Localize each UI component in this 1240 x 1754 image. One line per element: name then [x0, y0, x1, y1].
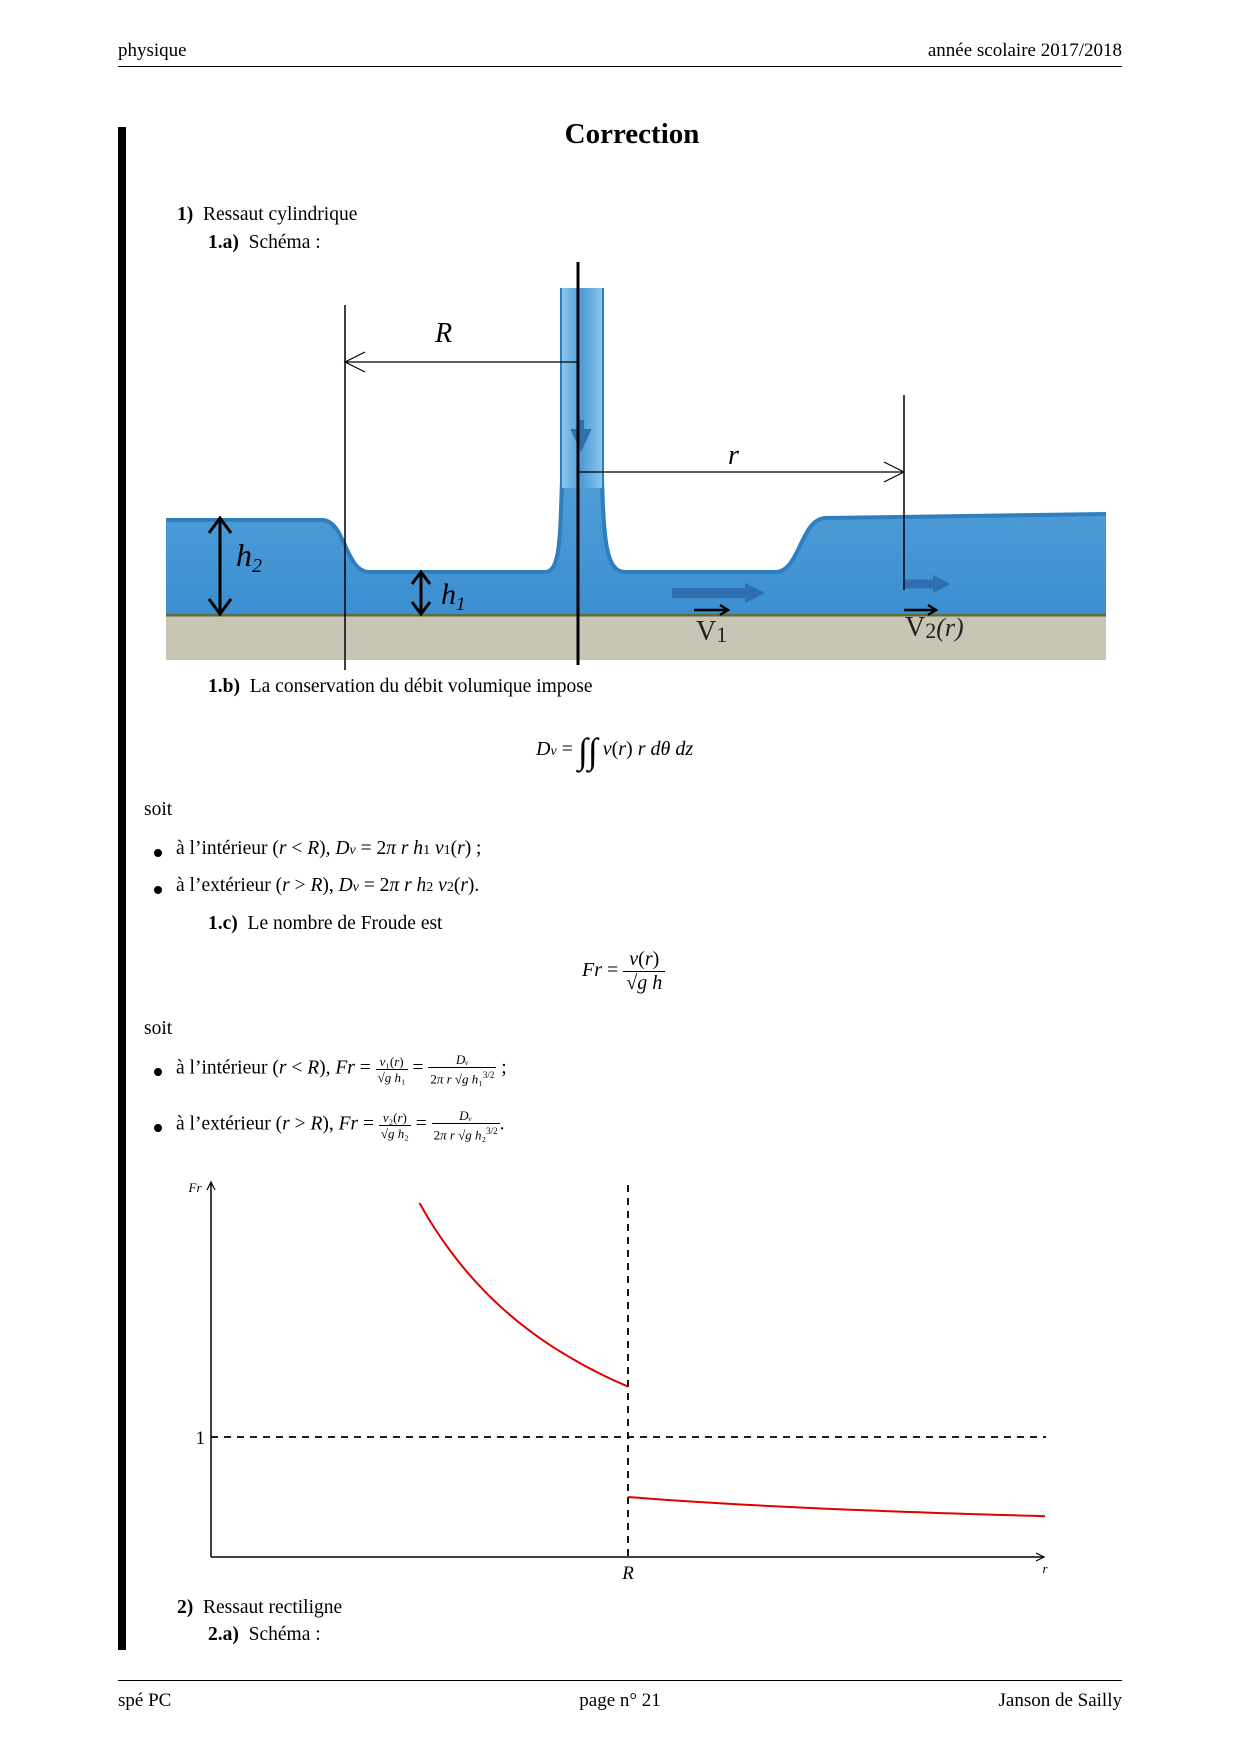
bullet-1-text: à l’intérieur (r < R), Dv = 2π r h1 v1(r) ; [176, 838, 482, 859]
section-1c-number: 1.c) [208, 913, 238, 934]
equation-flow-rate: Dv = ∫∫ v(r) r dθ dz [536, 731, 694, 771]
y-axis-label: Fr [188, 1180, 202, 1195]
page-title: Correction [564, 118, 700, 150]
label-v2: V2(r) [905, 612, 964, 643]
soit-text-1: soit [144, 799, 173, 820]
bullet-4-text: à l’extérieur (r > R), Fr = $\frac{\text{v₂(r)}}{\text{√g h₂}}$ = $\frac{\text{Dᵥ}}{2\pi r √g h_2^{3/2}}$ . [176, 1108, 505, 1143]
section-1a-number: 1.a) [208, 232, 239, 253]
section-1b-label: La conservation du débit volumique impose [249, 676, 593, 697]
y-tick-1: 1 [195, 1428, 205, 1449]
label-v1: V1 [696, 616, 728, 647]
section-1a-label: Schéma : [248, 232, 321, 253]
header-year: année scolaire 2017/2018 [927, 40, 1122, 61]
x-tick-R: R [622, 1563, 634, 1584]
label-R: R [435, 318, 453, 349]
series-interior-curve [420, 1203, 629, 1387]
section-2a-label: Schéma : [248, 1624, 321, 1645]
bullet-1-label: à l’intérieur [176, 838, 268, 859]
bullet-4-label: à l’extérieur [176, 1113, 271, 1135]
section-2a-number: 2.a) [208, 1624, 239, 1645]
equation-froude: Fr = $\frac{v(r)}{\text{√g h}}$ [582, 948, 665, 995]
label-r: r [728, 440, 739, 471]
header-subject: physique [118, 40, 187, 61]
bullet-2-label: à l’extérieur [176, 875, 271, 896]
label-h2: h2 [236, 537, 262, 577]
section-2-number: 2) [177, 1597, 194, 1618]
section-2-heading [177, 1597, 342, 1619]
x-axis-label: r [1042, 1561, 1048, 1576]
section-1b-number: 1.b) [208, 676, 240, 697]
bullet-3-label: à l’intérieur [176, 1057, 268, 1079]
section-1-label: Ressaut cylindrique [203, 204, 358, 225]
soit-text-2: soit [144, 1018, 173, 1039]
section-1c-label: Le nombre de Froude est [247, 913, 443, 934]
series-exterior-curve [628, 1497, 1045, 1516]
bullet-3-text: à l’intérieur (r < R), Fr = $\frac{\text{v₁(r)}}{\text{√g h₁}}$ = $\frac{\text{Dᵥ}}{2\pi r √g h_1^{3/2}}$ ; [176, 1052, 507, 1087]
section-2-label: Ressaut rectiligne [203, 1597, 343, 1618]
label-h1: $h_1$ [441, 578, 466, 615]
section-2a-heading [208, 1624, 321, 1646]
footer-page-number: page n° 21 [579, 1690, 661, 1711]
footer-rule [118, 1680, 1122, 1681]
section-1-number: 1) [177, 204, 194, 225]
bullet-2-text: à l’extérieur (r > R), Dv = 2π r h2 v2(r). [176, 875, 480, 896]
footer-class: spé PC [118, 1690, 172, 1711]
footer-school: Janson de Sailly [998, 1690, 1122, 1711]
